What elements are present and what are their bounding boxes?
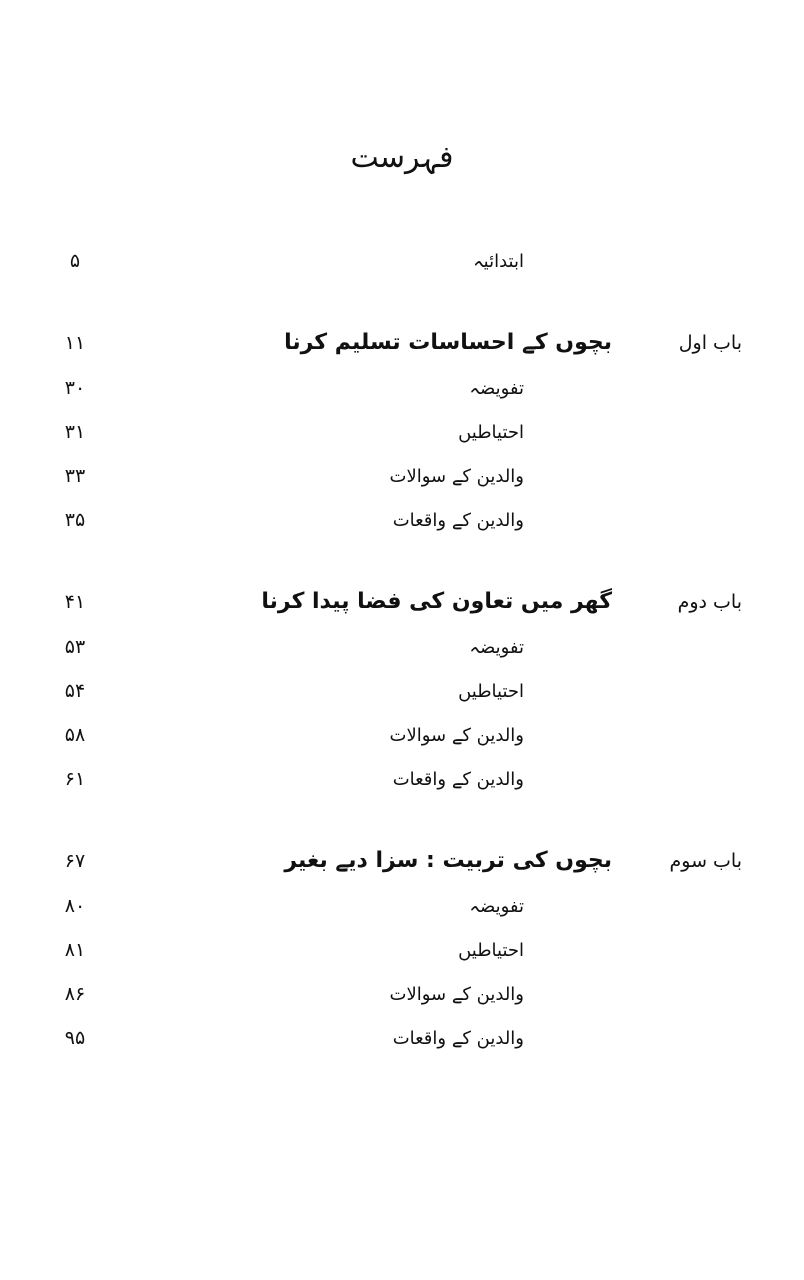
toc-row[interactable] [0,724,804,746]
toc-row[interactable] [0,636,804,658]
toc-row[interactable] [0,250,804,272]
toc-entry-title[interactable]: احتیاطیں [458,681,524,702]
toc-entry-title[interactable]: احتیاطیں [458,422,524,443]
toc-entry-page-number: ۳۳ [64,465,86,487]
page-title: فہرست [350,140,454,175]
toc-entry-title[interactable]: احتیاطیں [458,940,524,961]
toc-entry-page-number: ۶۱ [64,768,86,790]
toc-chapter-label: باب اول [678,332,742,354]
toc-entry-page-number: ۵ [69,250,81,272]
toc-row[interactable] [0,465,804,487]
toc-entry-title[interactable]: والدین کے سوالات [389,466,524,487]
table-of-contents [0,250,804,1049]
toc-entry-title[interactable]: بچوں کے احساسات تسلیم کرنا [284,330,612,355]
toc-chapter-label: باب دوم [677,591,742,613]
toc-row[interactable] [0,680,804,702]
toc-entry-page-number: ۶۷ [64,850,86,872]
toc-row[interactable] [0,1027,804,1049]
toc-entry-title[interactable]: تفویضہ [469,378,524,399]
toc-entry-title[interactable]: والدین کے سوالات [389,725,524,746]
toc-entry-title[interactable]: بچوں کی تربیت : سزا دیے بغیر [284,848,612,873]
toc-entry-title[interactable]: تفویضہ [469,896,524,917]
toc-row[interactable] [0,939,804,961]
toc-entry-title[interactable]: ابتدائیہ [473,251,524,272]
toc-row[interactable] [0,768,804,790]
toc-chapter-label: باب سوم [669,850,742,872]
toc-entry-page-number: ۳۰ [64,377,86,399]
toc-entry-page-number: ۳۱ [64,421,86,443]
toc-entry-page-number: ۸۶ [64,983,86,1005]
toc-entry-title[interactable]: والدین کے واقعات [392,769,524,790]
toc-row[interactable] [0,895,804,917]
toc-row[interactable] [0,848,804,873]
toc-row[interactable] [0,330,804,355]
toc-entry-title[interactable]: والدین کے سوالات [389,984,524,1005]
toc-row[interactable] [0,421,804,443]
toc-entry-title[interactable]: والدین کے واقعات [392,510,524,531]
toc-entry-title[interactable]: تفویضہ [469,637,524,658]
toc-entry-page-number: ۱۱ [64,332,86,354]
toc-row[interactable] [0,377,804,399]
toc-entry-page-number: ۸۱ [64,939,86,961]
toc-row[interactable] [0,589,804,614]
toc-entry-page-number: ۵۳ [64,636,86,658]
toc-entry-page-number: ۸۰ [64,895,86,917]
toc-entry-page-number: ۵۸ [64,724,86,746]
toc-row[interactable] [0,509,804,531]
toc-entry-title[interactable]: گھر میں تعاون کی فضا پیدا کرنا [261,589,612,614]
toc-entry-page-number: ۵۴ [64,680,86,702]
toc-entry-title[interactable]: والدین کے واقعات [392,1028,524,1049]
toc-entry-page-number: ۳۵ [64,509,86,531]
toc-entry-page-number: ۹۵ [64,1027,86,1049]
toc-entry-page-number: ۴۱ [64,591,86,613]
toc-row[interactable] [0,983,804,1005]
